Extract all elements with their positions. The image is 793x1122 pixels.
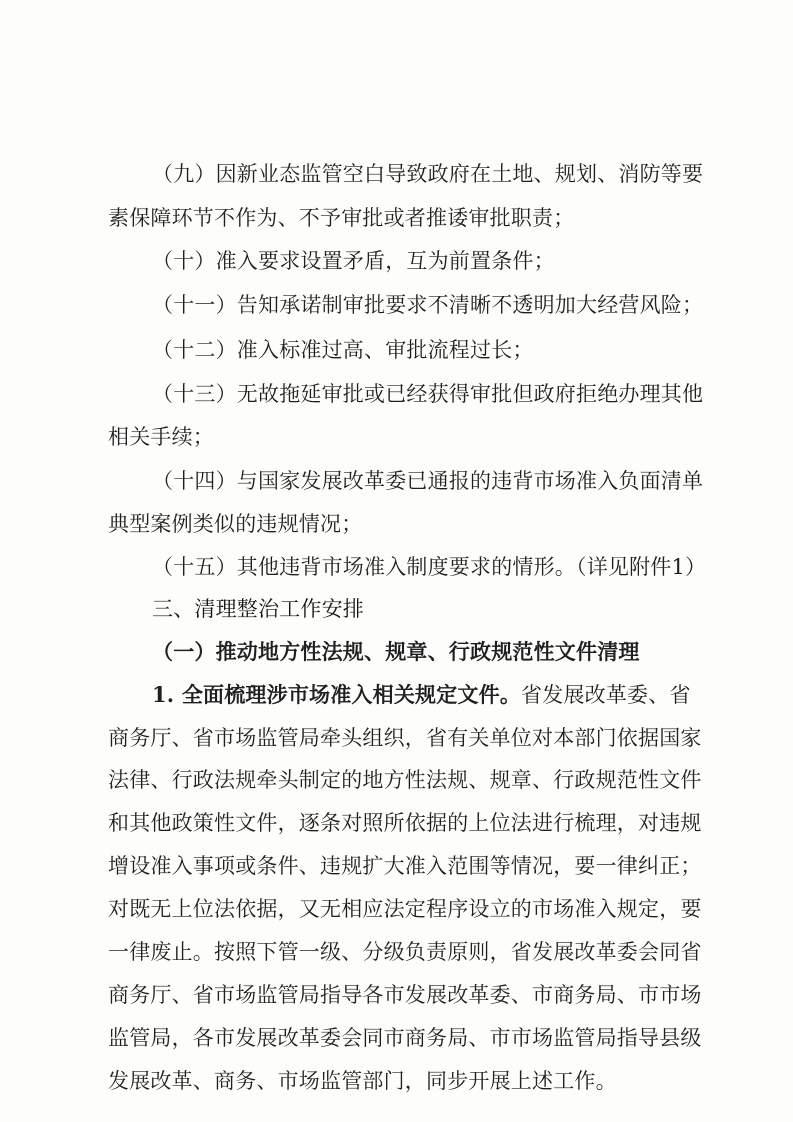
paragraph-line: （十四）与国家发展改革委已通报的违背市场准入负面清单 <box>152 469 704 493</box>
paragraph-line <box>152 681 691 709</box>
paragraph-line: （十二）准入标准过高、审批流程过长； <box>152 338 534 362</box>
paragraph-line: 一律废止。按照下管一级、分级负责原则，省发展改革委会同省 <box>108 940 702 964</box>
paragraph-line: 法律、行政法规牵头制定的地方性法规、规章、行政规范性文件 <box>108 768 702 792</box>
paragraph-line: 相关手续； <box>108 425 214 449</box>
paragraph-line: 商务厅、省市场监管局指导各市发展改革委、市商务局、市市场 <box>108 983 702 1007</box>
section-heading: 三、清理整治工作安排 <box>152 597 364 621</box>
paragraph-line: 典型案例类似的违规情况； <box>108 512 363 536</box>
subsection-heading: （一）推动地方性法规、规章、行政规范性文件清理 <box>152 639 640 664</box>
paragraph-line: 监管局，各市发展改革委会同市商务局、市市场监管局指导县级 <box>108 1026 702 1050</box>
paragraph-line: 增设准入事项或条件、违规扩大准入范围等情况，要一律纠正； <box>108 854 702 878</box>
paragraph-line: （十五）其他违背市场准入制度要求的情形。（详见附件1） <box>152 555 707 579</box>
paragraph-line: （十一）告知承诺制审批要求不清晰不透明加大经营风险； <box>152 293 704 317</box>
paragraph-text: 省发展改革委、省 <box>521 683 691 707</box>
paragraph-line: （十三）无故拖延审批或已经获得审批但政府拒绝办理其他 <box>152 382 704 406</box>
item-heading: 1. 全面梳理涉市场准入相关规定文件。 <box>152 682 522 707</box>
paragraph-line: 商务厅、省市场监管局牵头组织，省有关单位对本部门依据国家 <box>108 726 702 750</box>
paragraph-line: 和其他政策性文件，逐条对照所依据的上位法进行梳理，对违规 <box>108 811 702 835</box>
paragraph-line: 对既无上位法依据，又无相应法定程序设立的市场准入规定，要 <box>108 897 702 921</box>
paragraph-line: （九）因新业态监管空白导致政府在土地、规划、消防等要 <box>152 162 704 186</box>
paragraph-line: （十）准入要求设置矛盾，互为前置条件； <box>152 249 555 273</box>
paragraph-line: 发展改革、商务、市场监管部门，同步开展上述工作。 <box>108 1069 617 1093</box>
paragraph-line: 素保障环节不作为、不予审批或者推诿审批职责； <box>108 206 575 230</box>
